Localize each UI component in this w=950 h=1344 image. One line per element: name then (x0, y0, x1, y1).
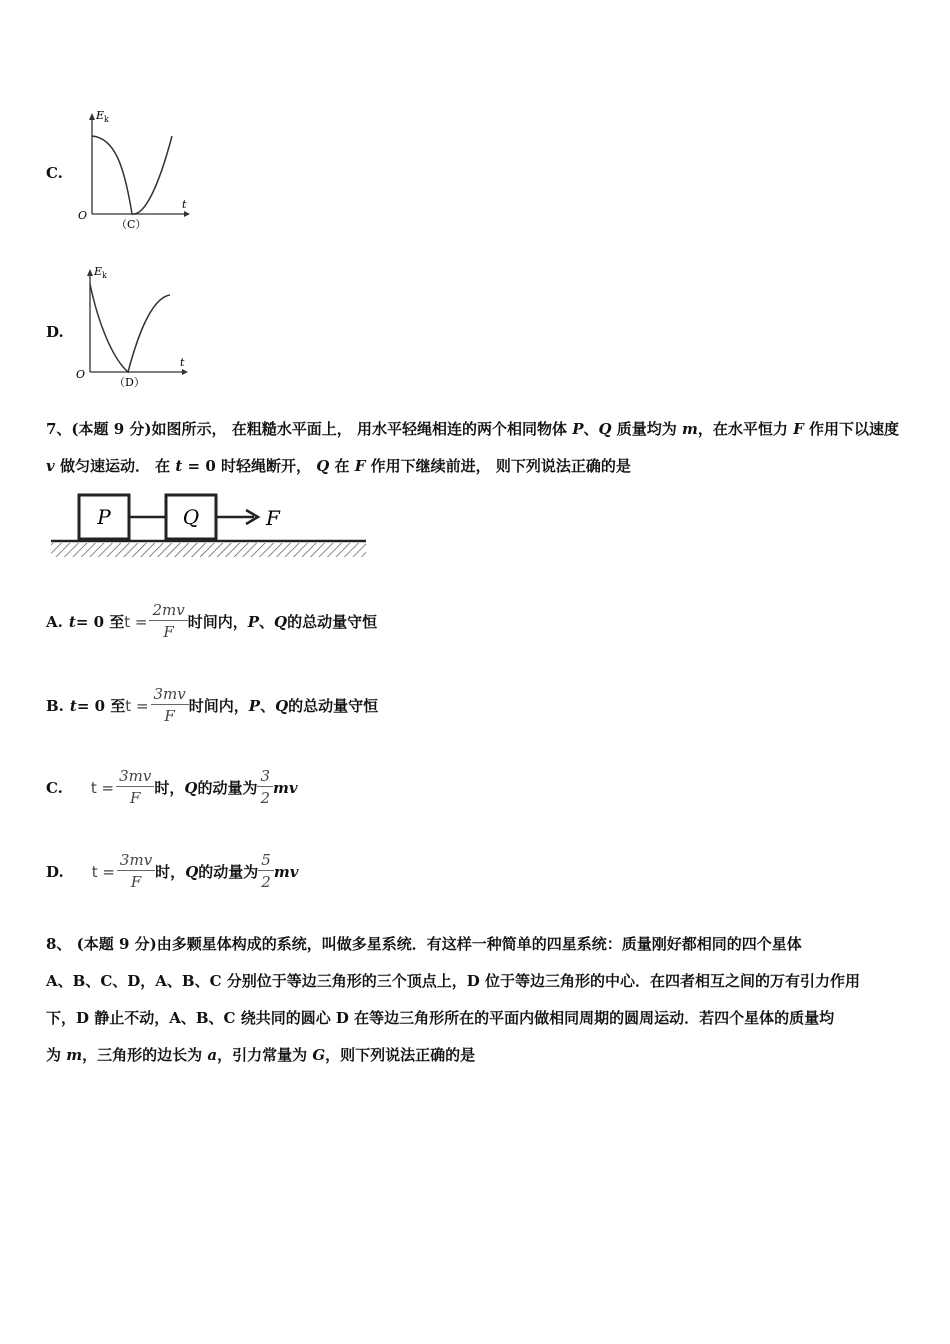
x-axis-arrow (184, 211, 190, 217)
q7-option-c: C. t = $\frac{3mv}{F}$ 时， Q 的动量为 $\frac{3}{2}$ mv (46, 767, 298, 807)
x-axis-label: t (182, 198, 187, 211)
origin-label: O (76, 368, 86, 381)
y-axis-sub: k (104, 115, 109, 124)
x-axis-arrow (182, 369, 188, 375)
ek-curve (90, 284, 170, 372)
y-axis-sub: k (102, 271, 107, 280)
fraction: $\frac{3mv}{F}$ (151, 684, 189, 727)
origin-label: O (78, 209, 88, 222)
force-label: F (266, 506, 280, 530)
question-8-text: 8、 (本题 9 分)由多颗星体构成的系统，叫做多星系统．有这样一种简单的四星系统：质量刚好都相同的四个星体 A、B、C、D，A、B、C 分别位于等边三角形的三个顶点上，D 位于等边三角形的中心．在四者相互之间的万有引力作用 下，D 静止不动，A、B、C 绕共同的圆心 D 在等边三角形所在的平面内做相同周期的圆周运动．若四个星体的质量均 为 m，三角形的边长为 a，引力常量为 G，则下列说法正确的是 (46, 935, 860, 1064)
q7-option-b: B. t = 0 至 t = $\frac{3mv}{F}$ 时间内， P 、 Q 的总动量守恒 (46, 685, 379, 725)
option-c-ek-graph (74, 104, 194, 234)
fraction: $\frac{3mv}{F}$ (116, 766, 154, 809)
option-c-letter: C. (46, 164, 63, 182)
y-axis-label: E (96, 109, 105, 122)
y-axis-label: E (94, 265, 103, 278)
fraction: $\frac{3mv}{F}$ (117, 850, 155, 893)
ek-curve (92, 136, 172, 214)
block-q-label: Q (182, 505, 200, 529)
fraction: $\frac{3}{2}$ (257, 766, 273, 809)
option-d-letter: D. (46, 323, 64, 341)
fraction: $\frac{5}{2}$ (258, 850, 274, 893)
block-p-label: P (97, 505, 111, 529)
ground-hatching (51, 543, 366, 557)
q7-option-a: A. t = 0 至 t = $\frac{2mv}{F}$ 时间内， P 、 Q 的总动量守恒 (46, 601, 378, 641)
x-axis-label: t (180, 356, 185, 369)
question-7-figure (48, 488, 368, 564)
graph-caption: （C） (116, 218, 147, 231)
fraction: $\frac{2mv}{F}$ (149, 600, 187, 643)
graph-caption: （D） (114, 376, 145, 389)
question-7-text: 7、(本题 9 分)如图所示， 在粗糙水平面上， 用水平轻绳相连的两个相同物体 P、Q 质量均为 m，在水平恒力 F 作用下以速度 v 做匀速运动． 在 t = 0 时轻绳断开， Q 在 F 作用下继续前进， 则下列说法正确的是 (46, 420, 900, 475)
y-axis-arrow (89, 113, 95, 120)
y-axis-arrow (87, 269, 93, 276)
q7-option-d: D. t = $\frac{3mv}{F}$ 时， Q 的动量为 $\frac{5}{2}$ mv (46, 851, 299, 891)
option-d-ek-graph (74, 262, 194, 392)
